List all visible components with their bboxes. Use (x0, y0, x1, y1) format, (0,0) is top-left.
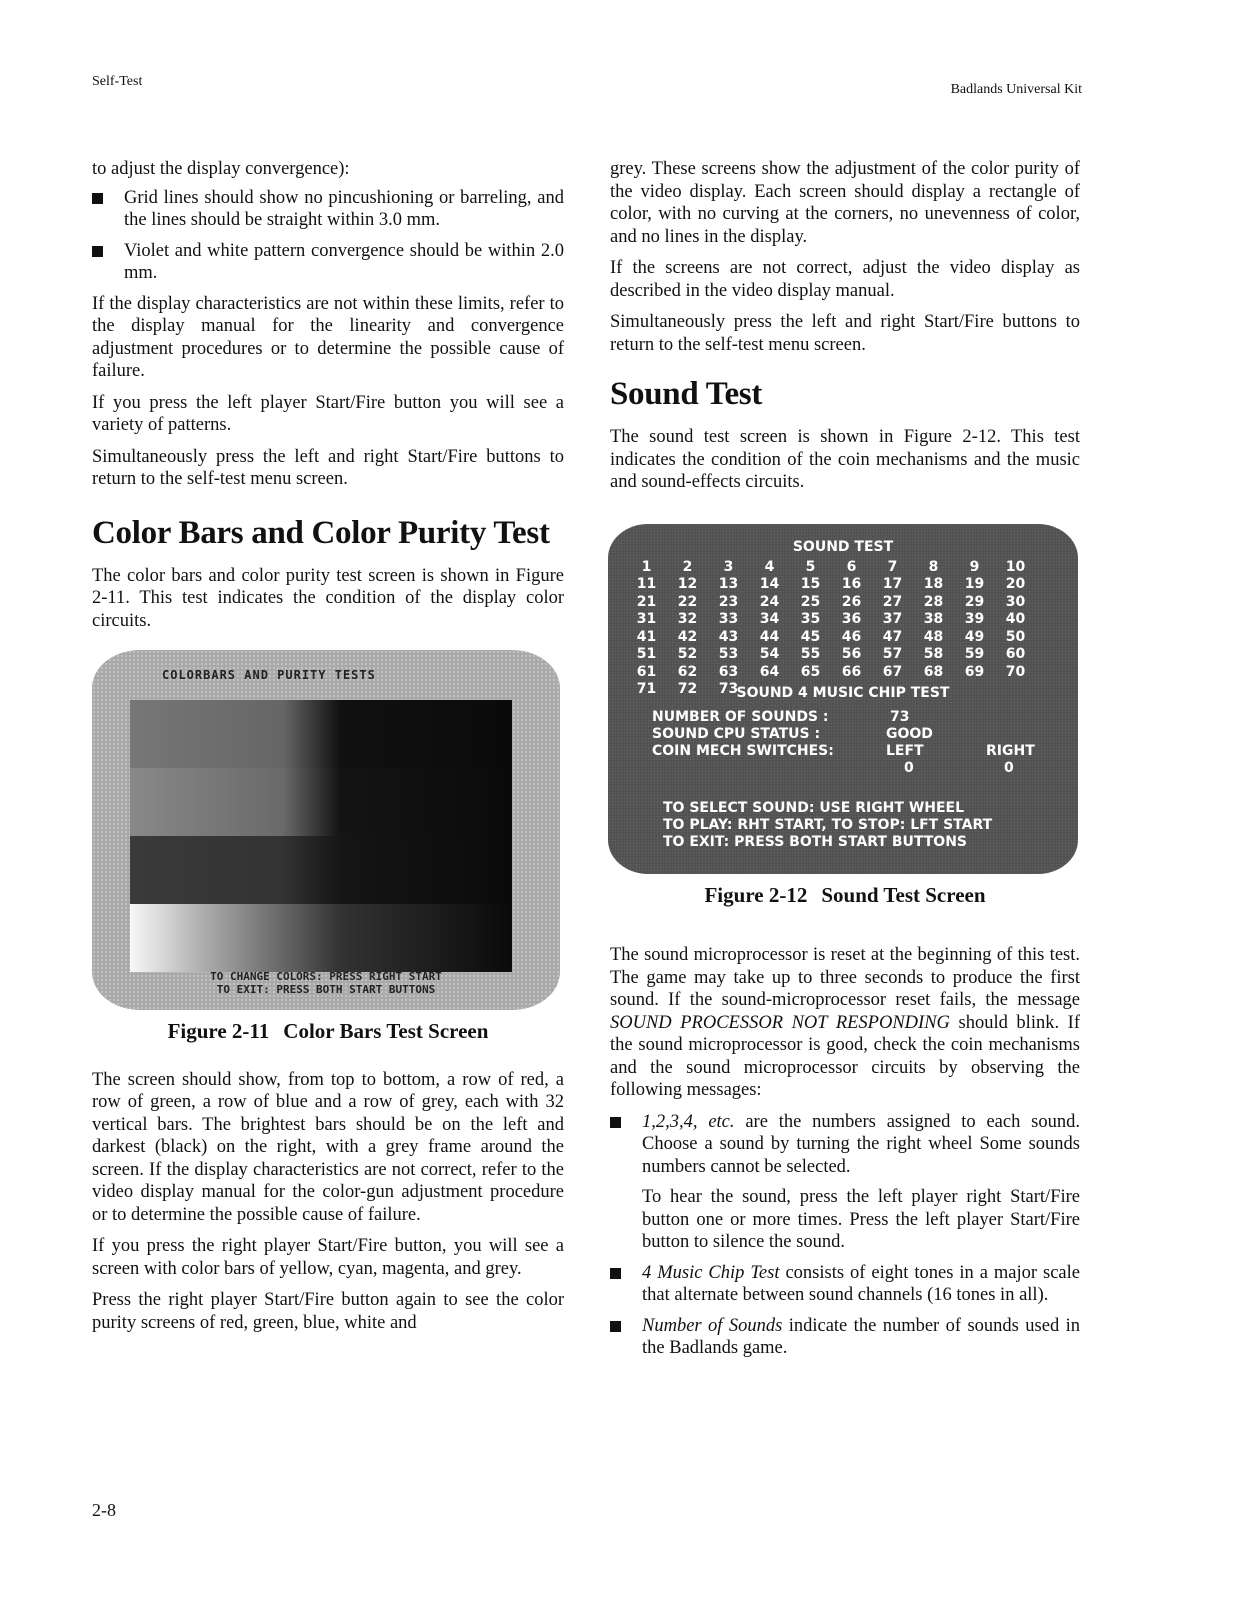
sound-number: 30 (1005, 593, 1026, 610)
paragraph: The sound test screen is shown in Figure 2-12. This test indicates the condition of the coin mechanisms and the music and sound-effects circuits. (610, 427, 1080, 492)
coin-right-count: 0 (1004, 759, 1014, 776)
sound-number: 49 (964, 628, 985, 645)
sound-number: 3 (723, 558, 734, 575)
sound-number: 22 (677, 593, 698, 610)
term: 1,2,3,4, etc. (642, 1111, 735, 1132)
paragraph: If you press the left player Start/Fire button you will see a variety of patterns. (92, 392, 564, 435)
term: Number of Sounds (642, 1315, 783, 1336)
sound-number: 1 (641, 558, 652, 575)
paragraph: The screen should show, from top to bottom, a row of red, a row of green, a row of blue and a row of grey, each with 32 vertical bars. The brightest bars should be on the left and darkest (black) on the right, with a grey frame around the screen. If the display characteristics are not correct, refer to the video display manual for the color-gun adjustment procedure or to determine the possible cause of failure. (92, 1069, 564, 1225)
sound-number: 5 (805, 558, 816, 575)
bullet-item (610, 1315, 1080, 1360)
sound-number: 9 (969, 558, 980, 575)
text-span: should blink. If the sound microprocessor is good, check the coin mechanisms and the sound microprocessor circuits by observing the following messages: (610, 1012, 1080, 1100)
sound-number: 63 (718, 663, 739, 680)
screen-title: COLORBARS AND PURITY TESTS (162, 668, 376, 682)
paragraph: If the screens are not correct, adjust the video display as described in the video display manual. (610, 258, 1080, 301)
bullet-item (610, 1262, 1080, 1307)
sound-number: 41 (636, 628, 657, 645)
sound-number: 43 (718, 628, 739, 645)
status-label: COIN MECH SWITCHES: (652, 742, 834, 759)
figure-caption (610, 884, 1080, 907)
bullet-item (610, 1111, 1080, 1254)
sound-number: 57 (882, 646, 903, 662)
sound-number: 31 (636, 611, 657, 627)
figure-number: Figure 2-12 (704, 882, 808, 907)
sound-number: 54 (759, 646, 780, 662)
figure-caption (92, 1020, 564, 1043)
instruction-line: TO PLAY: RHT START, TO STOP: LFT START (663, 816, 993, 833)
page-number: 2-8 (92, 1500, 116, 1520)
screen-footer-line: TO EXIT: PRESS BOTH START BUTTONS (216, 983, 436, 996)
sound-number: 14 (759, 576, 780, 592)
coin-left-label: LEFT (886, 742, 924, 759)
sound-number: 73 (718, 681, 739, 697)
bullet-square-icon (610, 1321, 621, 1332)
sound-number: 39 (964, 611, 985, 627)
bullet-text (642, 1315, 1080, 1360)
sound-number: 17 (882, 576, 903, 592)
screen-title: SOUND TEST (792, 538, 894, 555)
sound-number: 64 (759, 663, 780, 680)
sound-number: 53 (718, 646, 739, 662)
color-bar-row (130, 904, 512, 972)
color-bar-row (130, 836, 512, 904)
sound-number: 61 (636, 663, 657, 680)
instruction-line: TO SELECT SOUND: USE RIGHT WHEEL (663, 799, 965, 816)
sound-number: 19 (964, 576, 985, 592)
sound-number: 18 (923, 576, 944, 592)
figure-title: Sound Test Screen (821, 882, 986, 907)
paragraph: If you press the right player Start/Fire button, you will see a screen with color bars of yellow, cyan, magenta, and grey. (92, 1236, 564, 1279)
sound-number: 37 (882, 611, 903, 627)
sound-number: 71 (636, 681, 657, 697)
sound-number: 51 (636, 646, 657, 662)
coin-left-count: 0 (904, 759, 914, 776)
num-sounds-value: 73 (890, 708, 910, 725)
sound-number: 48 (923, 628, 944, 645)
sound-number: 13 (718, 576, 739, 592)
paragraph: to adjust the display convergence): (92, 159, 350, 179)
bullet-square-icon (610, 1117, 621, 1128)
sound-grid-row (626, 608, 1036, 626)
sound-grid-row (626, 573, 1036, 591)
sound-number: 55 (800, 646, 821, 662)
screen-footer-line: TO CHANGE COLORS: PRESS RIGHT START (210, 970, 442, 983)
sound-number: 15 (800, 576, 821, 592)
screen-footer (112, 970, 540, 996)
bullet-square-icon (92, 246, 103, 257)
sound-number: 29 (964, 593, 985, 610)
sound-grid-row (626, 626, 1036, 644)
sound-number: 2 (682, 558, 693, 575)
sound-number: 46 (841, 628, 862, 645)
bullet-text (642, 1262, 1080, 1307)
sound-number: 56 (841, 646, 862, 662)
status-label: SOUND CPU STATUS : (652, 725, 821, 742)
sound-number: 34 (759, 611, 780, 627)
sound-number: 45 (800, 628, 821, 645)
status-label: NUMBER OF SOUNDS : (652, 708, 829, 725)
paragraph: The color bars and color purity test screen is shown in Figure 2-11. This test indicates the condition of the display color circuits. (92, 565, 564, 631)
sound-number: 7 (887, 558, 898, 575)
bullet-square-icon (92, 193, 103, 204)
paragraph: Simultaneously press the left and right Start/Fire buttons to return to the self-test menu screen. (610, 312, 1080, 355)
sound-number: 66 (841, 663, 862, 680)
section-heading: Color Bars and Color Purity Test (92, 514, 550, 551)
instruction-line: TO EXIT: PRESS BOTH START BUTTONS (663, 833, 967, 850)
running-header-right: Badlands Universal Kit (950, 82, 1082, 97)
paragraph: Simultaneously press the left and right Start/Fire buttons to return to the self-test menu screen. (92, 446, 564, 489)
sound-number: 65 (800, 663, 821, 680)
sound-grid-row (626, 661, 1036, 679)
sound-number: 52 (677, 646, 698, 662)
right-column (610, 158, 1080, 1368)
sound-number: 68 (923, 663, 944, 680)
running-header-left: Self-Test (92, 74, 143, 89)
music-chip-line: SOUND 4 MUSIC CHIP TEST (736, 684, 950, 701)
sound-number: 58 (923, 646, 944, 662)
sound-number: 16 (841, 576, 862, 592)
text-span: consists of eight tones in a major scale that alternate between sound channels (16 tones in all). (642, 1262, 1080, 1305)
text-span: The sound microprocessor is reset at the beginning of this test. The game may take up to three seconds to produce the first sound. If the sound-microprocessor reset fails, the message (610, 945, 1080, 1010)
sound-number: 62 (677, 663, 698, 680)
sound-number: 50 (1005, 628, 1026, 645)
term: 4 Music Chip Test (642, 1262, 780, 1283)
sound-number: 27 (882, 593, 903, 610)
sound-number: 26 (841, 593, 862, 610)
sound-number: 44 (759, 628, 780, 645)
sound-number: 67 (882, 663, 903, 680)
sound-number: 6 (846, 558, 857, 575)
sound-number: 36 (841, 611, 862, 627)
sound-number: 42 (677, 628, 698, 645)
section-heading: Sound Test (610, 376, 763, 412)
sound-number: 35 (800, 611, 821, 627)
sound-number: 10 (1005, 558, 1026, 575)
sound-number: 20 (1005, 576, 1026, 592)
sound-number: 33 (718, 611, 739, 627)
figure-title: Color Bars Test Screen (283, 1019, 489, 1043)
bullet-square-icon (610, 1268, 621, 1279)
sound-number: 32 (677, 611, 698, 627)
sound-number: 4 (764, 558, 775, 575)
sound-grid-row (626, 556, 1036, 574)
paragraph: If the display characteristics are not within these limits, refer to the display manual for the linearity and convergence adjustment procedures or to determine the possible cause of failure. (92, 293, 564, 381)
cpu-status-value: GOOD (886, 725, 933, 742)
left-column (92, 158, 564, 1343)
sound-number: 8 (928, 558, 939, 575)
bullet-text: To hear the sound, press the left player right Start/Fire button one or more times. Press the left player Start/Fire button to silence the sound. (642, 1187, 1080, 1252)
paragraph: Press the right player Start/Fire button again to see the color purity screens of red, green, blue, white and (92, 1290, 564, 1333)
sound-number: 25 (800, 593, 821, 610)
color-bar-row (130, 768, 512, 836)
message-text: SOUND PROCESSOR NOT RESPONDING (610, 1012, 950, 1033)
bullet-text: Violet and white pattern convergence should be within 2.0 mm. (124, 240, 564, 283)
bullet-item (92, 240, 564, 285)
sound-test-screen-figure (608, 524, 1078, 874)
sound-number: 47 (882, 628, 903, 645)
sound-number: 28 (923, 593, 944, 610)
sound-number: 24 (759, 593, 780, 610)
color-bars-screen-figure (92, 650, 560, 1010)
sound-grid-row (626, 591, 1036, 609)
sound-number: 23 (718, 593, 739, 610)
sound-number: 40 (1005, 611, 1026, 627)
sound-number: 11 (636, 576, 657, 592)
sound-number-grid (626, 556, 1036, 696)
coin-right-label: RIGHT (986, 742, 1035, 759)
sound-number: 12 (677, 576, 698, 592)
text-span: indicate the number of sounds used in the Badlands game. (642, 1315, 1081, 1358)
sound-number: 70 (1005, 663, 1026, 680)
figure-number: Figure 2-11 (167, 1019, 270, 1043)
sound-number: 69 (964, 663, 985, 680)
paragraph (610, 944, 1080, 1102)
sound-number: 38 (923, 611, 944, 627)
sound-number: 59 (964, 646, 985, 662)
bullet-text (642, 1111, 1080, 1179)
bullet-text: Grid lines should show no pincushioning or barreling, and the lines should be straight within 3.0 mm. (124, 187, 564, 230)
text-span: are the numbers assigned to each sound. Choose a sound by turning the right wheel Some sounds numbers cannot be selected. (642, 1111, 1080, 1177)
sound-grid-row (626, 643, 1036, 661)
sound-number: 72 (677, 681, 698, 697)
sound-number: 21 (636, 593, 657, 610)
sound-number: 60 (1005, 646, 1026, 662)
paragraph: grey. These screens show the adjustment of the color purity of the video display. Each screen should display a rectangle of color, with no curving at the corners, no unevenness of color, and no lines in the display. (610, 159, 1080, 247)
color-bar-row (130, 700, 512, 768)
bullet-item (92, 187, 564, 232)
